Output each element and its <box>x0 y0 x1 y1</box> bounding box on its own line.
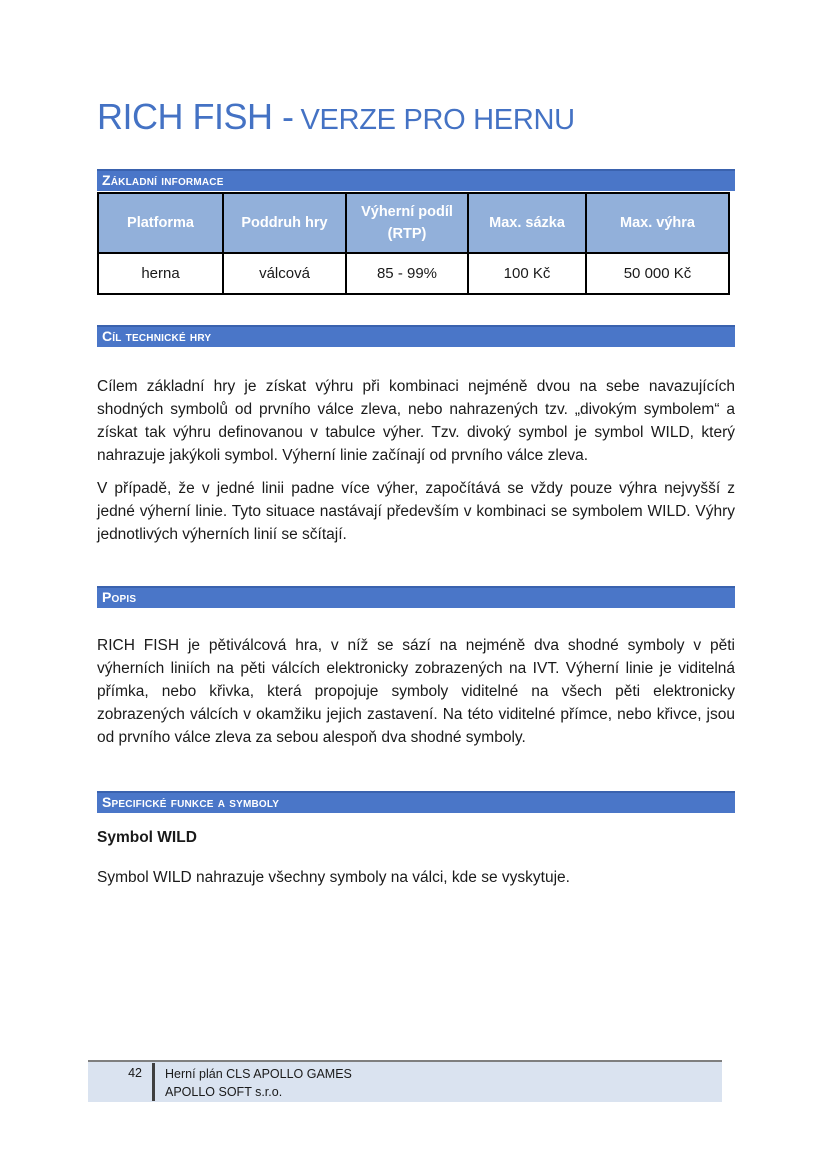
column-header-max-vyhra: Max. výhra <box>586 193 729 253</box>
description-paragraph: RICH FISH je pětiválcová hra, v níž se sází na nejméně dva shodné symboly v pěti výherních liniích na pěti válcích elektronicky zobrazených na IVT. Výherní linie je viditelná přímka, nebo křivka, která propojuje symboly viditelné na všech pěti elektronicky zobrazených válcích v okamžiku jejich zastavení. Na této viditelné přímce, nebo křivce, jsou od prvního válce zleva za sebou alespoň dva shodné symboly. <box>97 637 735 746</box>
section-header-cil-technicke-hry: Cíl technické hry <box>97 325 735 347</box>
symbol-wild-subheading: Symbol WILD <box>97 829 197 846</box>
column-header-poddruh-hry: Poddruh hry <box>223 193 346 253</box>
page-title-main: RICH FISH - <box>97 96 294 137</box>
section-header-specificke-funkce-a-symboly: Specifické funkce a symboly <box>97 791 735 813</box>
column-header-platforma: Platforma <box>98 193 223 253</box>
page-title-subtitle: VERZE PRO HERNU <box>300 104 575 136</box>
cell-platforma: herna <box>98 253 223 294</box>
cell-vyherni-podil: 85 - 99% <box>346 253 468 294</box>
page-footer <box>88 1060 722 1102</box>
cell-max-sazka: 100 Kč <box>468 253 586 294</box>
table-row <box>98 253 729 294</box>
column-header-vyherni-podil: Výherní podíl (RTP) <box>346 193 468 253</box>
footer-line-company: APOLLO SOFT s.r.o. <box>165 1085 283 1099</box>
footer-separator-bar <box>152 1063 155 1101</box>
page-title <box>97 95 735 142</box>
goal-paragraph-2: V případě, že v jedné linii padne více výher, započítává se vždy pouze výhra nejvyšší z jedné výherní linie. Tyto situace nastávají především v kombinaci se symbolem WILD. Výhry jednotlivých výherních linií se sčítají. <box>97 480 735 543</box>
basic-info-table <box>97 192 730 295</box>
cell-poddruh-hry: válcová <box>223 253 346 294</box>
column-header-max-sazka: Max. sázka <box>468 193 586 253</box>
footer-text <box>165 1062 352 1102</box>
page-number: 42 <box>128 1066 142 1080</box>
table-header-row <box>98 193 729 253</box>
section-header-popis: Popis <box>97 586 735 608</box>
goal-paragraph-1: Cílem základní hry je získat výhru při kombinaci nejméně dvou na sebe navazujících shodných symbolů od prvního válce zleva, nebo nahrazených tzv. „divokým symbolem“ a získat tak výhru definovanou v tabulce výher. Tzv. divoký symbol je symbol WILD, který nahrazuje jakýkoli symbol. Výherní linie začínají od prvního válce zleva. <box>97 378 735 464</box>
section-header-zakladni-informace: Základní informace <box>97 169 735 191</box>
cell-max-vyhra: 50 000 Kč <box>586 253 729 294</box>
symbol-wild-paragraph: Symbol WILD nahrazuje všechny symboly na válci, kde se vyskytuje. <box>97 869 570 886</box>
footer-line-document-title: Herní plán CLS APOLLO GAMES <box>165 1067 352 1081</box>
